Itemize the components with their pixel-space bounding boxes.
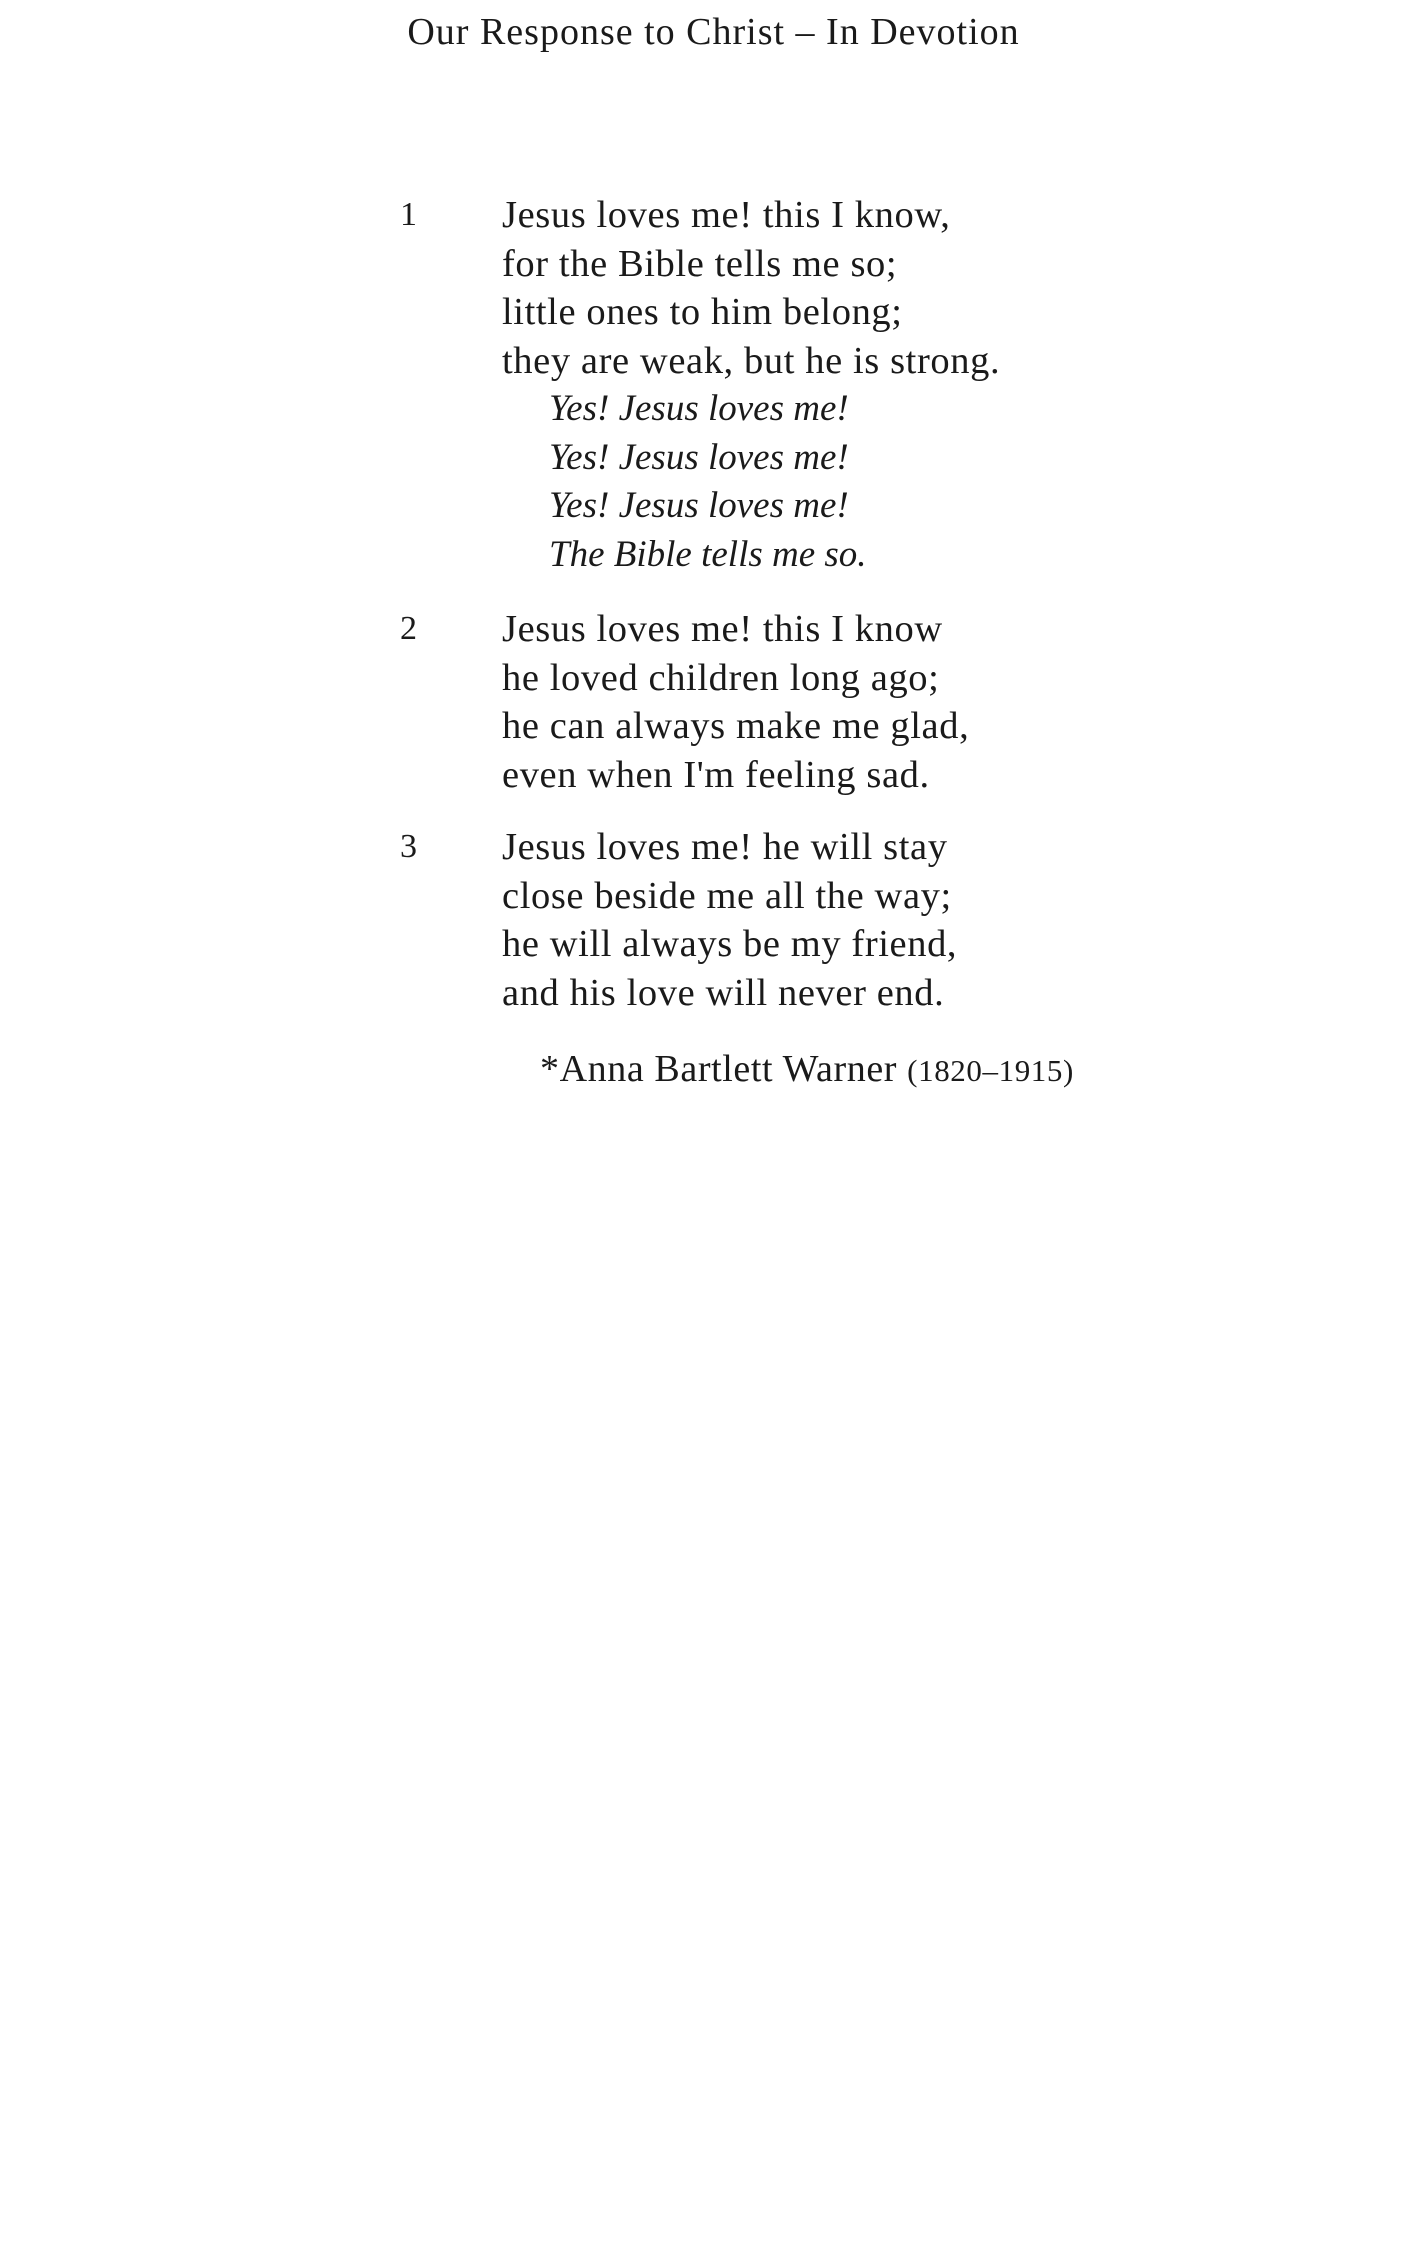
author-name: *Anna Bartlett Warner	[540, 1048, 898, 1090]
verse-line: he loved children long ago;	[502, 656, 940, 699]
verse-number: 3	[400, 828, 417, 865]
running-title: Our Response to Christ – In Devotion	[407, 11, 1020, 53]
verse-line: even when I'm feeling sad.	[502, 753, 930, 796]
refrain-line: Yes! Jesus loves me!	[549, 436, 849, 478]
verse-line: Jesus loves me! this I know	[502, 608, 943, 650]
verse-line: he will always be my friend,	[502, 923, 958, 965]
verse-line: he can always make me glad,	[502, 705, 970, 747]
verse-line: they are weak, but he is strong.	[502, 339, 1001, 382]
verse-lines	[502, 191, 1000, 579]
verse-lines	[502, 823, 957, 1017]
verse-lines	[502, 605, 969, 799]
verse-line: and his love will never end.	[502, 971, 945, 1014]
author-attribution	[540, 1045, 1074, 1095]
verse-line: close beside me all the way;	[502, 874, 952, 917]
refrain-line: The Bible tells me so.	[549, 533, 867, 575]
refrain-line: Yes! Jesus loves me!	[549, 388, 849, 429]
verse-line: for the Bible tells me so;	[502, 242, 898, 285]
verse-line: Jesus loves me! he will stay	[502, 826, 948, 868]
refrain-line: Yes! Jesus loves me!	[549, 485, 849, 526]
verse-number: 2	[400, 610, 417, 647]
verse-line: Jesus loves me! this I know,	[502, 194, 951, 236]
verse-line: little ones to him belong;	[502, 291, 903, 333]
author-dates: (1820–1915)	[907, 1053, 1074, 1088]
verse-number: 1	[400, 196, 417, 233]
